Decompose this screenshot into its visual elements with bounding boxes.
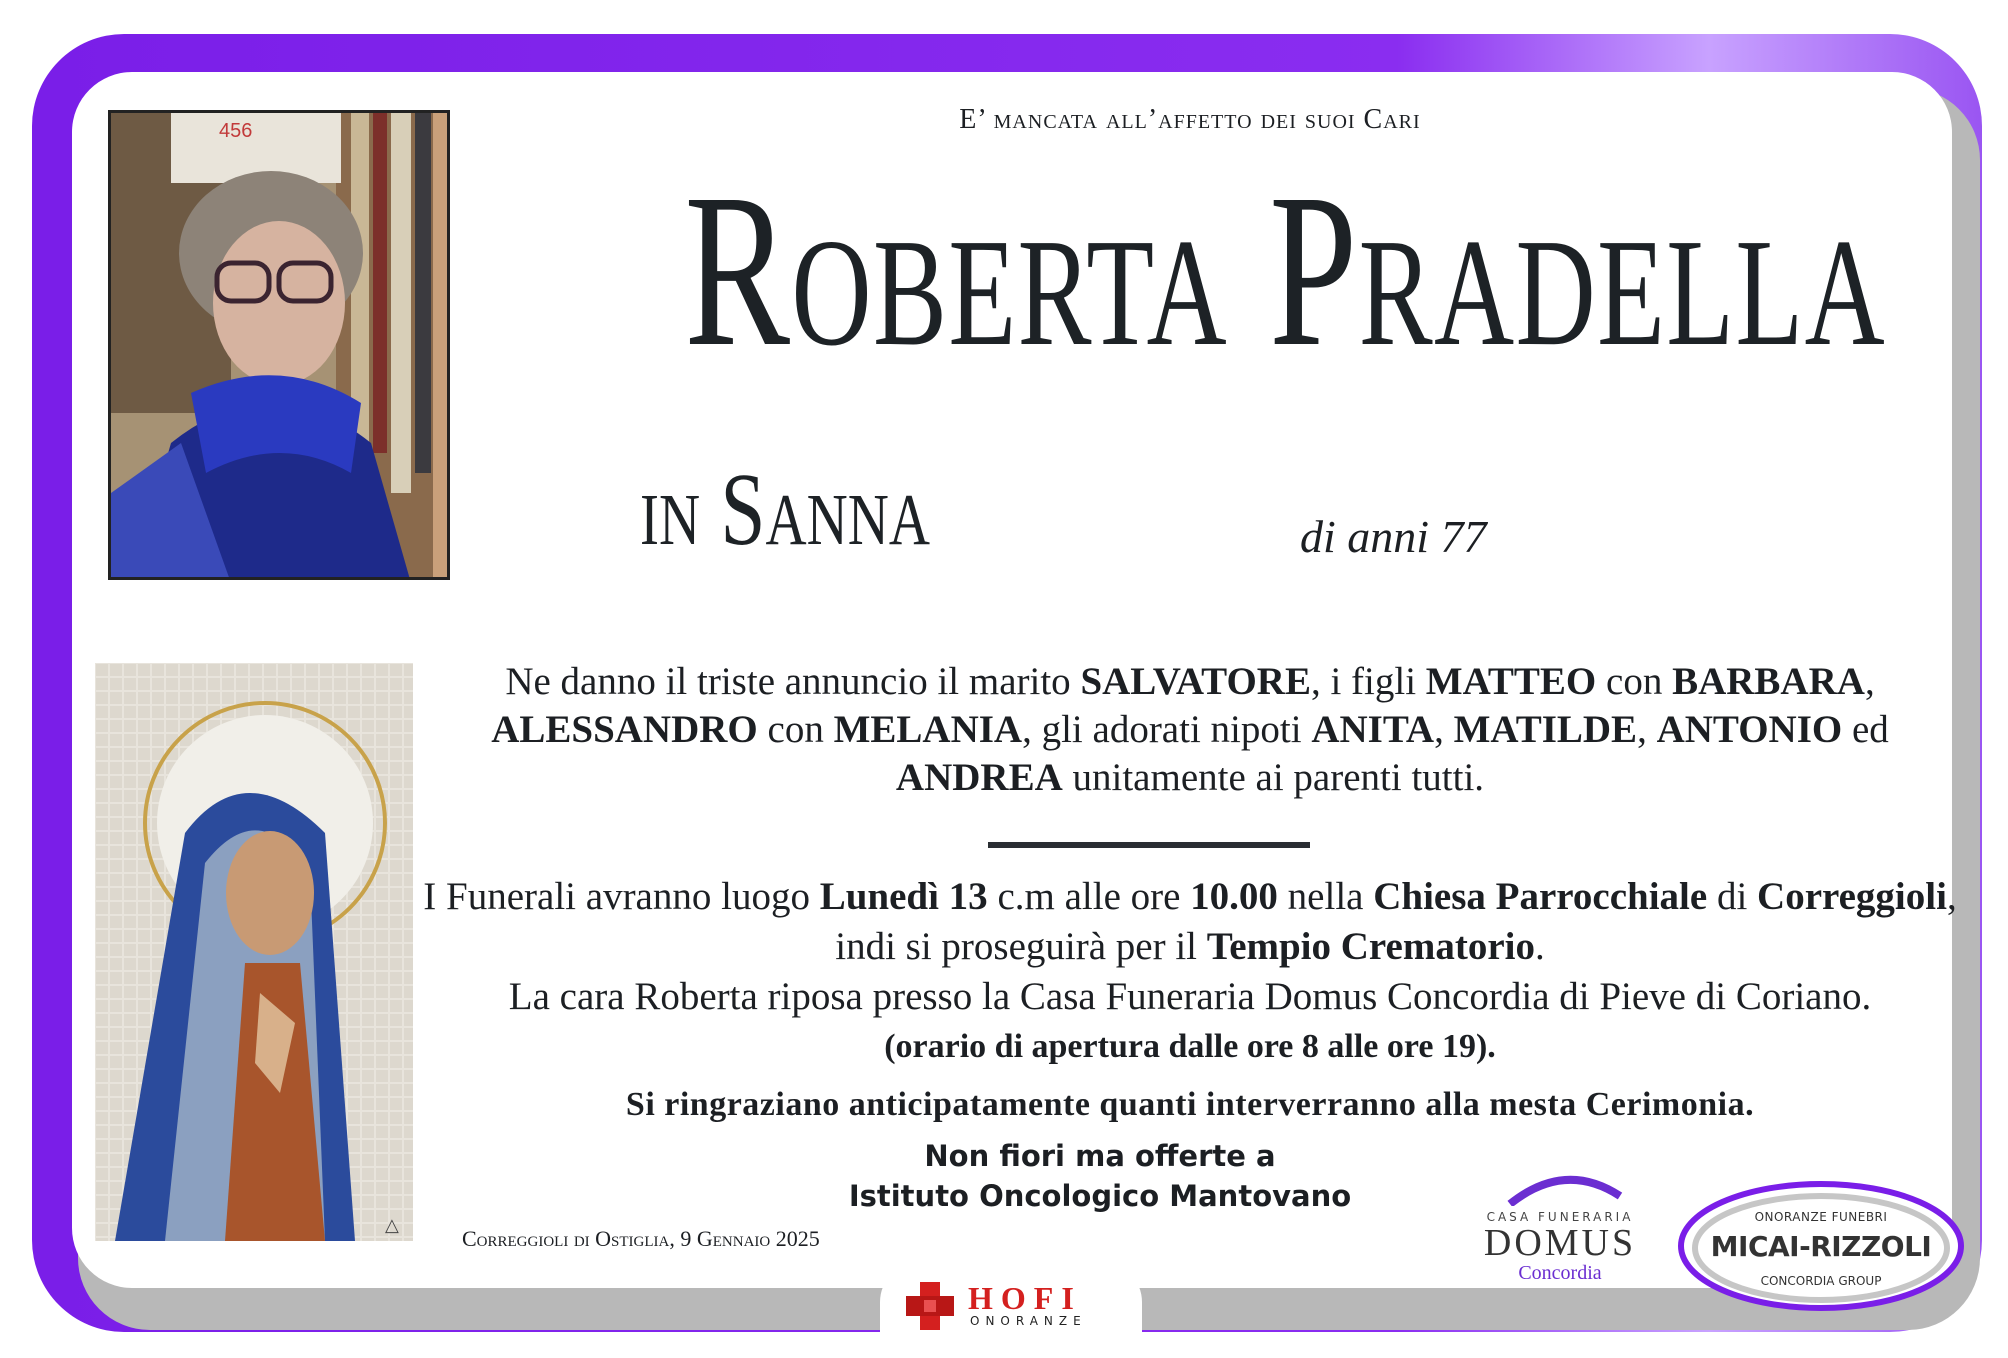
bold-name-run: 10.00 <box>1190 875 1278 918</box>
bold-name-run: SALVATORE <box>1080 660 1311 703</box>
donation-request <box>800 1136 1400 1216</box>
text-run: , i figli <box>1310 660 1426 703</box>
funeral-line-date <box>420 872 1960 922</box>
text-run: nella <box>1277 875 1374 918</box>
text-run: , gli adorati nipoti <box>1022 708 1312 751</box>
domus-sub: Concordia <box>1518 1262 1602 1284</box>
bold-name-run: Lunedì 13 <box>819 875 988 918</box>
text-run: , <box>1864 660 1875 703</box>
hofi-cross-icon <box>902 1280 958 1332</box>
place-and-date: Correggioli di Ostiglia, 9 Gennaio 2025 <box>462 1226 820 1251</box>
hofi-sub: ONORANZE <box>970 1314 1087 1328</box>
bold-name-run: ALESSANDRO <box>491 708 758 751</box>
bold-name-run: ANITA <box>1311 708 1435 751</box>
portrait-illustration <box>111 113 450 580</box>
text-run: , <box>1434 708 1454 751</box>
text-run: con <box>1596 660 1673 703</box>
text-run: , <box>1637 708 1657 751</box>
announcement-paragraph <box>430 658 1950 802</box>
text-run: I Funerali avranno luogo <box>423 875 820 918</box>
text-run: . <box>1534 925 1545 968</box>
funeral-line-rest: La cara Roberta riposa presso la Casa Funeraria Domus Concordia di Pieve di Coriano. <box>508 975 1872 1018</box>
bold-name-run: ANTONIO <box>1656 708 1843 751</box>
funeral-line-crematorium <box>420 922 1960 972</box>
deceased-name: Roberta Pradella <box>684 148 1887 392</box>
divider-rule <box>988 842 1310 848</box>
text-run: ed <box>1842 708 1889 751</box>
bold-name-run: Correggioli <box>1757 875 1947 918</box>
svg-text:△: △ <box>385 1215 399 1236</box>
opening-hours: (orario di apertura dalle ore 8 alle ore 19). <box>884 1028 1496 1065</box>
thanks-text: Si ringraziano anticipatamente quanti interverranno alla mesta Cerimonia. <box>625 1086 1755 1123</box>
micai-bottom-text: CONCORDIA GROUP <box>1760 1274 1882 1288</box>
bold-name-run: Tempio Crematorio <box>1206 925 1535 968</box>
deceased-kicker: E’ mancata all’affetto dei suoi Cari <box>959 104 1421 135</box>
funeral-details <box>420 872 1960 1072</box>
bold-name-run: MATILDE <box>1453 708 1638 751</box>
micai-rizzoli-logo <box>1676 1176 1966 1312</box>
text-run: di <box>1707 875 1758 918</box>
bold-name-run: Chiesa Parrocchiale <box>1373 875 1708 918</box>
micai-top-text: ONORANZE FUNEBRI <box>1754 1210 1888 1224</box>
bold-name-run: BARBARA <box>1672 660 1865 703</box>
donation-line-1: Non fiori ma offerte a <box>924 1139 1276 1173</box>
text-run: unitamente ai parenti tutti. <box>1062 756 1485 799</box>
portrait-photo <box>108 110 450 580</box>
text-run: c.m alle ore <box>987 875 1191 918</box>
hofi-name: HOFI <box>968 1280 1082 1316</box>
domus-arc-icon <box>1470 1166 1650 1206</box>
text-run: , <box>1946 875 1957 918</box>
married-name: in Sanna <box>640 452 930 567</box>
domus-kicker: CASA FUNERARIA <box>1486 1210 1634 1224</box>
age-text: di anni 77 <box>1300 511 1487 562</box>
madonna-mosaic-image <box>95 663 413 1241</box>
bold-name-run: ANDREA <box>895 756 1063 799</box>
text-run: con <box>757 708 834 751</box>
domus-name: DOMUS <box>1483 1222 1637 1264</box>
micai-name: MICAI-RIZZOLI <box>1710 1230 1932 1263</box>
donation-line-2: Istituto Oncologico Mantovano <box>848 1179 1352 1213</box>
photo-number: 456 <box>219 120 253 142</box>
bold-name-run: MELANIA <box>833 708 1023 751</box>
hofi-logo <box>880 1262 1142 1342</box>
bold-name-run: MATTEO <box>1425 660 1597 703</box>
mosaic-illustration <box>95 663 413 1241</box>
text-run: Ne danno il triste annuncio il marito <box>505 660 1081 703</box>
domus-logo <box>1470 1166 1650 1286</box>
text-run: indi si proseguirà per il <box>835 925 1207 968</box>
